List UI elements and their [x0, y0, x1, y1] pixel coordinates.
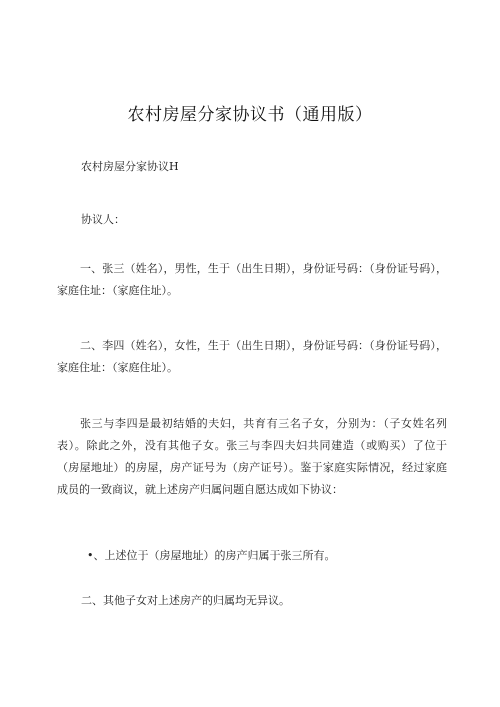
background-paragraph: 张三与李四是最初结婚的夫妇，共育有三名子女，分别为：（子女姓名列表）。除此之外，没有其他子女。张三与李四夫妇共同建造（或购买）了位于（房屋地址）的房屋，房产证号为（房产证号）。鉴于家庭实际情况，经过家庭成员的一致商议，就上述房产归属问题自愿达成如下协议： [57, 417, 447, 496]
clause-two: 二、其他子女对上述房产的归属均无异议。 [81, 594, 290, 607]
party-one-paragraph: 一、张三（姓名），男性，生于（出生日期），身份证号码：（身份证号码），家庭住址：（家庭住址）。 [57, 262, 447, 297]
party-two-paragraph: 二、李四（姓名），女性，生于（出生日期），身份证号码：（身份证号码），家庭住址：（家庭住址）。 [57, 339, 447, 374]
document-title: 农村房屋分家协议书（通用版） [127, 105, 373, 125]
parties-label: 协议人： [81, 213, 125, 226]
clause-one: •、上述位于（房屋地址）的房产归属于张三所有。 [87, 549, 336, 562]
document-subtitle: 农村房屋分家协议H [81, 160, 179, 173]
